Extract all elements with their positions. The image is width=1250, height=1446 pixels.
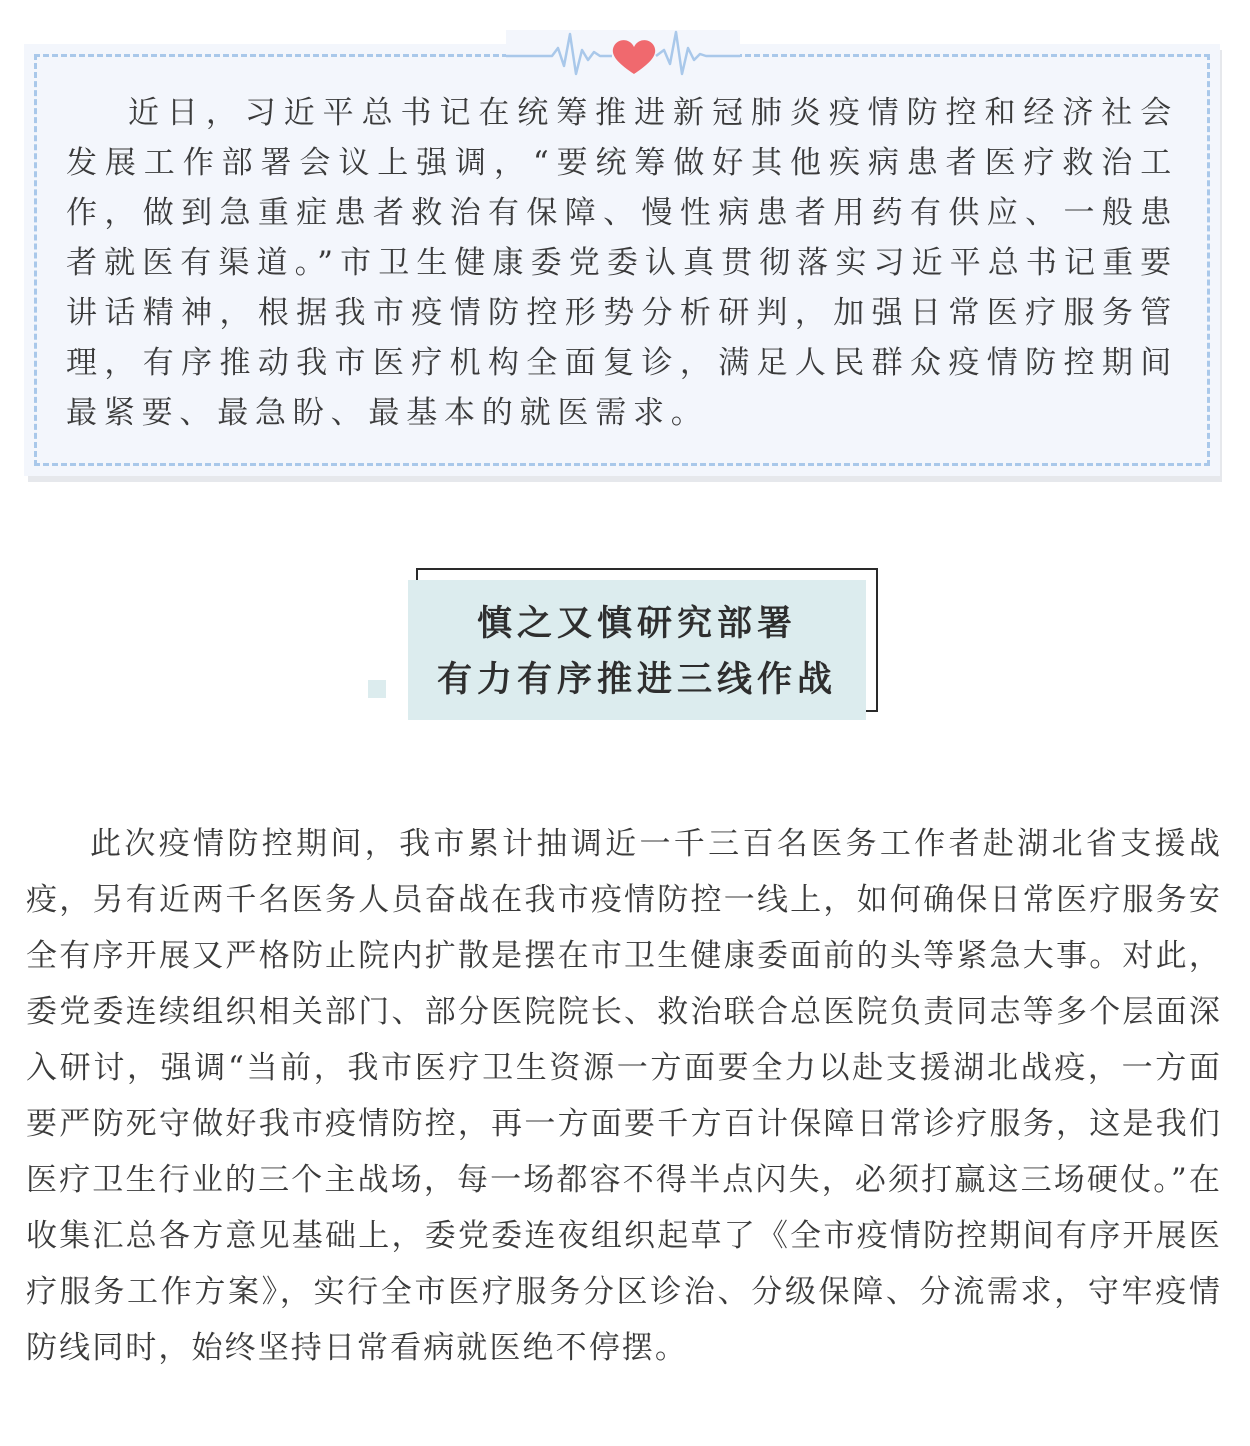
heartbeat-heart-icon [506,30,740,86]
section-title [408,596,866,708]
section-title-line-2: 有力有序推进三线作战 [436,659,837,700]
section-title-line-1: 慎之又慎研究部署 [476,603,797,644]
section-title-block [368,568,880,720]
title-decor-square [368,680,386,698]
body-paragraph: 此次疫情防控期间，我市累计抽调近一千三百名医务工作者赴湖北省支援战疫，另有近两千名医务人员奋战在我市疫情防控一线上，如何确保日常医疗服务安全有序开展又严格防止院内扩散是摆在市卫生健康委面前的头等紧急大事。对此，委党委连续组织相关部门、部分医院院长、救治联合总医院负责同志等多个层面深入研讨，强调“当前，我市医疗卫生资源一方面要全力以赴支援湖北战疫，一方面要严防死守做好我市疫情防控，再一方面要千方百计保障日常诊疗服务，这是我们医疗卫生行业的三个主战场，每一场都容不得半点闪失，必须打赢这三场硬仗。”在收集汇总各方意见基础上，委党委连夜组织起草了《全市疫情防控期间有序开展医疗服务工作方案》，实行全市医疗服务分区诊治、分级保障、分流需求，守牢疫情防线同时，始终坚持日常看病就医绝不停摆。 [26,826,1222,1366]
intro-paragraph: 近日，习近平总书记在统筹推进新冠肺炎疫情防控和经济社会发展工作部署会议上强调，“要统筹做好其他疾病患者医疗救治工作，做到急重症患者救治有保障、慢性病患者用药有供应、一般患者就医有渠道。”市卫生健康委党委认真贯彻落实习近平总书记重要讲话精神，根据我市疫情防控形势分析研判，加强日常医疗服务管理，有序推动我市医疗机构全面复诊，满足人民群众疫情防控期间最紧要、最急盼、最基本的就医需求。 [66,95,1178,431]
